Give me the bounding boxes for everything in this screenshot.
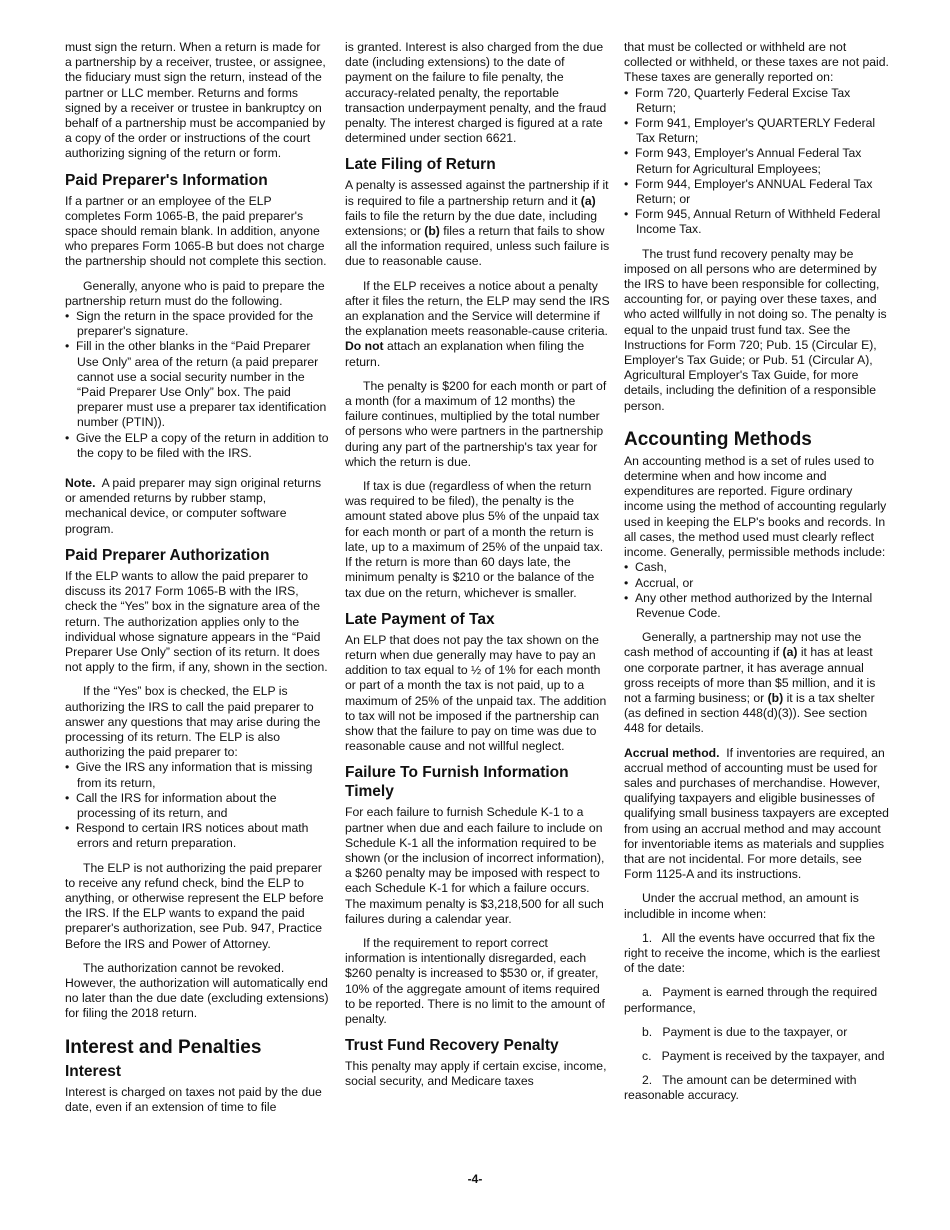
list-item: • Give the ELP a copy of the return in addition to the copy to be filed with the IRS. [65, 431, 330, 461]
paragraph: The authorization cannot be revoked. However, the authorization will automatically end no later than the due date (excluding extensions) for filing the 2018 return. [65, 960, 329, 1021]
paragraph: For each failure to furnish Schedule K-1 to a partner when due and each failure to include on Schedule K-1 all the information required to be shown (or the inclusion of incorrect information), a $260 penalty may be imposed with respect to each Schedule K-1 for which a failure occurs. The maximum penalty is $3,218,500 for all such failures during a calendar year. [345, 805, 605, 926]
numbered-item: 2. The amount can be determined with reasonable accuracy. [624, 1073, 860, 1103]
paragraph: If tax is due (regardless of when the return was required to be filed), the penalty is the amount stated above plus 5% of the unpaid tax for each month or part of a month the return is late, up to a maximum of 25% of the unpaid tax. If the return is more than 60 days late, the minimum penalty is $210 or the balance of the tax due on the return, whichever is smaller. [345, 479, 604, 600]
paragraph: is granted. Interest is also charged from the due date (including extensions) to the date of payment on the failure to file penalty, the accuracy-related penalty, the reportable transaction underpayment penalty, and the fraud penalty. The interest charged is figured at a rate determined under section 6621. [345, 40, 607, 146]
run-in-heading: Accrual method. [624, 745, 720, 760]
text-run: it is a tax shelter (as defined in section 448(d)(3)). See section 448 for details. [624, 690, 875, 736]
text-run-bold: (a) [580, 193, 596, 208]
heading-interest: Interest [65, 1062, 121, 1080]
text-run-bold: (b) [424, 224, 440, 239]
heading-late-filing-of-return: Late Filing of Return [345, 156, 496, 174]
text-run: fails to file the return by the due date, including extensions; or [345, 208, 598, 239]
list-item: • Accrual, or [624, 576, 889, 591]
page-number: -4- [467, 1172, 483, 1186]
paragraph: The ELP is not authorizing the paid preparer to receive any refund check, bind the ELP to anything, or otherwise represent the ELP before the IRS. If the ELP wants to expand the paid preparer's authorization, see Pub. 947, Practice Before the IRS and Power of Attorney. [65, 860, 324, 951]
paragraph: An accounting method is a set of rules used to determine when and how income and expenditures are reported. Figure ordinary income using the method of accounting regularly used in keeping the ELP's books and records. In all cases, the method used must clearly reflect income. Generally, permissible methods include: [624, 453, 887, 560]
heading-failure-to-furnish: Failure To Furnish Information Timely [345, 764, 569, 801]
list-item: • Form 945, Annual Return of Withheld Federal Income Tax. [624, 207, 889, 237]
heading-interest-and-penalties: Interest and Penalties [65, 1036, 262, 1058]
paragraph [345, 178, 610, 269]
fraction: ½ [471, 663, 482, 678]
heading-trust-fund-recovery-penalty: Trust Fund Recovery Penalty [345, 1037, 559, 1055]
note-paragraph [65, 476, 330, 537]
paragraph: Under the accrual method, an amount is includible in income when: [624, 891, 859, 921]
text-run: files a return that fails to show all the information required, unless such failure is due to reasonable cause. [345, 224, 610, 269]
paragraph: If the requirement to report correct information is intentionally disregarded, each $260 penalty is increased to $530 or, if greater, 10% of the aggregate amount of items required to be reported. There is no limit to the amount of penalty. [345, 935, 605, 1026]
paragraph: If the ELP wants to allow the paid preparer to discuss its 2017 Form 1065-B with the IRS, check the “Yes” box in the signature area of the return. The authorization applies only to the individual whose signature appears in the “Paid Preparer Use Only” section of its return. It does not apply to the firm, if any, shown in the section. [65, 568, 328, 675]
list-item: • Any other method authorized by the Internal Revenue Code. [624, 591, 889, 621]
item-text: b. Payment is due to the taxpayer, or [642, 1024, 848, 1039]
note-text: A paid preparer may sign original returns or amended returns by rubber stamp, mechanical device, or computer software program. [65, 476, 322, 536]
text-run: it has at least one corporate partner, it has average annual gross receipts of more than $5 million, and it is not a farming business; or [624, 645, 876, 705]
text-run: of 1% for each month or part of a month the tax is not paid, up to a maximum of 25% of the unpaid tax. The addition to tax will not be imposed if the partnership can show that the failure to pay on time was due to reasonable cause and not willful neglect. [345, 663, 607, 754]
text-run: A penalty is assessed against the partnership if it is required to file a partnership return and it [345, 178, 609, 208]
paragraph: If the “Yes” box is checked, the ELP is authorizing the IRS to call the paid preparer to answer any questions that may arise during the processing of its return. The ELP is also authorizing the paid preparer to: [65, 684, 321, 760]
list-item: • Form 720, Quarterly Federal Excise Tax Return; [624, 86, 889, 116]
list-item: • Respond to certain IRS notices about math errors and return preparation. [65, 821, 330, 851]
heading-accounting-methods: Accounting Methods [624, 428, 812, 450]
paragraph: that must be collected or withheld are not collected or withheld, or these taxes are not paid. These taxes are generally reported on: [624, 40, 889, 85]
paragraph: If a partner or an employee of the ELP completes Form 1065-B, the paid preparer's space should remain blank. In addition, anyone who prepares Form 1065-B but does not charge the partnership should not complete this section. [65, 193, 327, 269]
list-item: • Form 941, Employer's QUARTERLY Federal Tax Return; [624, 116, 889, 146]
paragraph: must sign the return. When a return is made for a partnership by a receiver, trustee, or assignee, the fiduciary must sign the return, instead of the partner or LLC member. Returns and forms signed by a receiver or trustee in bankruptcy on behalf of a partnership must be accompanied by a copy of the order or instructions of the court authorizing signing of the return or form. [65, 40, 326, 161]
text-run-bold: Do not [345, 339, 384, 354]
list-item: • Give the IRS any information that is missing from its return, [65, 760, 330, 790]
list-item: • Sign the return in the space provided for the preparer's signature. [65, 309, 330, 339]
heading-paid-preparer-authorization: Paid Preparer Authorization [65, 546, 270, 564]
heading-late-payment-of-tax: Late Payment of Tax [345, 610, 495, 628]
paragraph [345, 279, 610, 370]
text-run-bold: (b) [767, 690, 784, 705]
paragraph [624, 630, 889, 736]
lettered-item [624, 985, 889, 1015]
column-1 [65, 40, 330, 1124]
note-label: Note. [65, 476, 96, 491]
item-text: c. Payment is received by the taxpayer, and [642, 1048, 885, 1063]
column-3 [624, 40, 889, 1113]
paragraph: The trust fund recovery penalty may be imposed on all persons who are determined by the IRS to have been responsible for collecting, accounting for, or paying over these taxes, and who acted willfully in not doing so. The penalty is equal to the unpaid trust fund tax. See the Instructions for Form 720; Pub. 15 (Circular E), Employer's Tax Guide; or Pub. 51 (Circular A), Agricultural Employer's Tax Guide, for more details, including the definition of a responsible person. [624, 246, 887, 413]
lettered-item [624, 1049, 889, 1064]
paragraph [624, 746, 889, 883]
list-item: • Call the IRS for information about the processing of its return, and [65, 791, 330, 821]
paragraph: This penalty may apply if certain excise, income, social security, and Medicare taxes [345, 1059, 607, 1089]
list-item: • Form 943, Employer's Annual Federal Tax Return for Agricultural Employees; [624, 146, 889, 176]
column-2 [345, 40, 610, 1099]
text-run: If the ELP receives a notice about a penalty after it files the return, the ELP may send the IRS an explanation and the Service will determine if the explanation meets reasonable-cause criteria. [345, 278, 610, 339]
item-text: a. Payment is earned through the required performance, [624, 985, 881, 1015]
text-run-bold: (a) [782, 645, 798, 660]
text-run: If inventories are required, an accrual method of accounting must be used for sales and purchases of merchandise. However, qualifying taxpayers and eligible businesses of qualifying small business taxpayers are excepted from using an accrual method and may account for inventoriable items as materials and supplies that are not incidental. For more details, see Form 1125-A and its instructions. [624, 745, 889, 882]
list-item: • Fill in the other blanks in the “Paid Preparer Use Only” area of the return (a paid preparer cannot use a social security number in the “Paid Preparer Use Only” box. The paid preparer must use a preparer tax identification number (PTIN)). [65, 339, 330, 430]
list-item: • Form 944, Employer's ANNUAL Federal Tax Return; or [624, 177, 889, 207]
list-item: • Cash, [624, 560, 889, 575]
paragraph: Generally, anyone who is paid to prepare the partnership return must do the following. [65, 278, 325, 308]
text-run: attach an explanation when filing the return. [345, 339, 585, 369]
text-run: Generally, a partnership may not use the cash method of accounting if [624, 630, 862, 660]
numbered-item: 1. All the events have occurred that fix the right to receive the income, which is the earliest of the date: [624, 930, 884, 976]
text-run: An ELP that does not pay the tax shown on the return when due generally may have to pay an addition to tax equal to [345, 632, 599, 678]
heading-paid-preparer-information: Paid Preparer's Information [65, 171, 268, 189]
paragraph [345, 633, 610, 755]
paragraph: Interest is charged on taxes not paid by the due date, even if an extension of time to file [65, 1084, 322, 1114]
lettered-item [624, 1025, 889, 1040]
paragraph: The penalty is $200 for each month or part of a month (for a maximum of 12 months) the failure continues, multiplied by the total number of persons who were partners in the partnership during any part of the partnership's tax year for which the return is due. [345, 378, 607, 469]
